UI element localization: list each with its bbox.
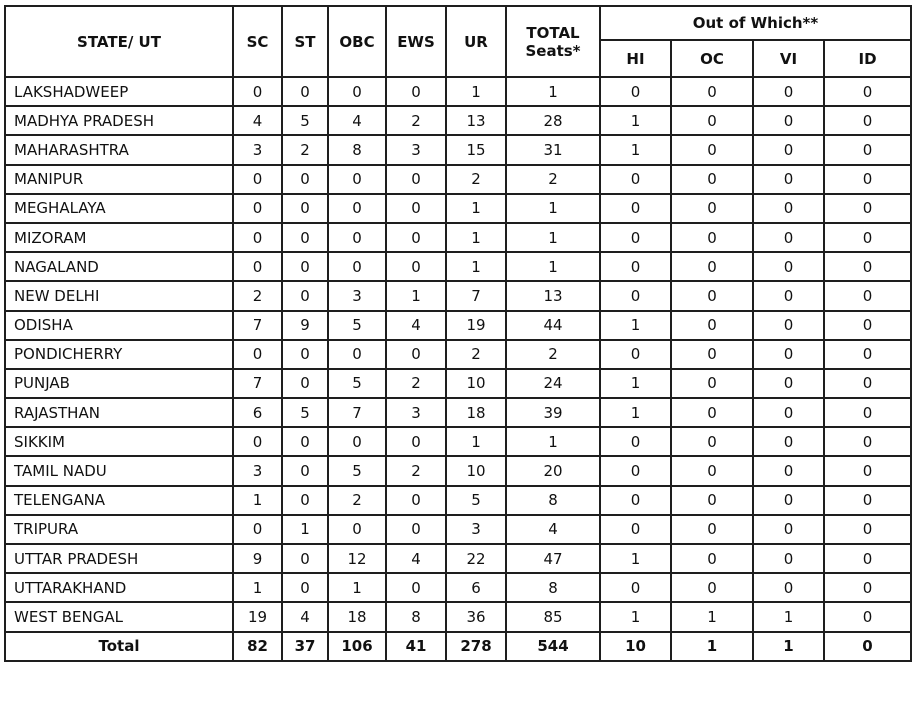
- cell-obc: 5: [328, 311, 386, 340]
- header-id: ID: [824, 40, 911, 77]
- cell-ur: 2: [446, 340, 506, 369]
- cell-oc: 0: [671, 456, 753, 485]
- cell-sc: 0: [233, 515, 282, 544]
- cell-st: 5: [282, 106, 328, 135]
- cell-vi: 0: [753, 135, 824, 164]
- cell-obc: 0: [328, 223, 386, 252]
- total-seats: 544: [506, 632, 600, 661]
- cell-hi: 1: [600, 311, 671, 340]
- table-row: [5, 281, 911, 310]
- table-row: [5, 194, 911, 223]
- total-oc: 1: [671, 632, 753, 661]
- cell-vi: 0: [753, 427, 824, 456]
- cell-obc: 7: [328, 398, 386, 427]
- table-row: [5, 486, 911, 515]
- cell-sc: 1: [233, 486, 282, 515]
- cell-vi: 0: [753, 106, 824, 135]
- cell-ur: 10: [446, 456, 506, 485]
- total-st: 37: [282, 632, 328, 661]
- cell-st: 0: [282, 544, 328, 573]
- cell-vi: 0: [753, 369, 824, 398]
- table-row: [5, 544, 911, 573]
- table-row: [5, 106, 911, 135]
- table-body: [5, 77, 911, 661]
- cell-vi: 0: [753, 223, 824, 252]
- cell-sc: 2: [233, 281, 282, 310]
- table-row: [5, 573, 911, 602]
- cell-ews: 0: [386, 252, 446, 281]
- cell-vi: 0: [753, 340, 824, 369]
- cell-state: ODISHA: [5, 311, 233, 340]
- table-row: [5, 369, 911, 398]
- cell-ur: 7: [446, 281, 506, 310]
- cell-hi: 1: [600, 106, 671, 135]
- cell-hi: 1: [600, 602, 671, 631]
- cell-st: 0: [282, 369, 328, 398]
- cell-id: 0: [824, 194, 911, 223]
- table-row: [5, 340, 911, 369]
- cell-obc: 0: [328, 77, 386, 106]
- cell-oc: 0: [671, 252, 753, 281]
- cell-oc: 0: [671, 311, 753, 340]
- cell-state: UTTAR PRADESH: [5, 544, 233, 573]
- total-obc: 106: [328, 632, 386, 661]
- cell-oc: 1: [671, 602, 753, 631]
- cell-total: 28: [506, 106, 600, 135]
- cell-ews: 0: [386, 486, 446, 515]
- cell-obc: 0: [328, 340, 386, 369]
- cell-ews: 0: [386, 573, 446, 602]
- cell-vi: 0: [753, 486, 824, 515]
- cell-vi: 0: [753, 398, 824, 427]
- cell-obc: 12: [328, 544, 386, 573]
- cell-oc: 0: [671, 573, 753, 602]
- cell-hi: 0: [600, 165, 671, 194]
- cell-oc: 0: [671, 398, 753, 427]
- cell-oc: 0: [671, 340, 753, 369]
- cell-state: MANIPUR: [5, 165, 233, 194]
- cell-sc: 4: [233, 106, 282, 135]
- cell-sc: 0: [233, 252, 282, 281]
- table-row: [5, 602, 911, 631]
- cell-id: 0: [824, 573, 911, 602]
- cell-st: 9: [282, 311, 328, 340]
- cell-total: 20: [506, 456, 600, 485]
- cell-vi: 0: [753, 165, 824, 194]
- cell-id: 0: [824, 165, 911, 194]
- cell-st: 2: [282, 135, 328, 164]
- cell-total: 1: [506, 194, 600, 223]
- header-hi: HI: [600, 40, 671, 77]
- cell-id: 0: [824, 515, 911, 544]
- header-vi: VI: [753, 40, 824, 77]
- cell-id: 0: [824, 311, 911, 340]
- cell-sc: 0: [233, 427, 282, 456]
- cell-st: 1: [282, 515, 328, 544]
- cell-obc: 3: [328, 281, 386, 310]
- cell-state: PONDICHERRY: [5, 340, 233, 369]
- table-row: [5, 456, 911, 485]
- cell-id: 0: [824, 106, 911, 135]
- cell-ur: 10: [446, 369, 506, 398]
- table-row: [5, 135, 911, 164]
- cell-sc: 7: [233, 311, 282, 340]
- cell-st: 0: [282, 427, 328, 456]
- cell-hi: 0: [600, 456, 671, 485]
- cell-total: 1: [506, 252, 600, 281]
- cell-hi: 0: [600, 486, 671, 515]
- cell-state: WEST BENGAL: [5, 602, 233, 631]
- cell-ews: 4: [386, 544, 446, 573]
- cell-ur: 19: [446, 311, 506, 340]
- cell-id: 0: [824, 602, 911, 631]
- cell-hi: 1: [600, 544, 671, 573]
- cell-ur: 1: [446, 252, 506, 281]
- cell-ews: 0: [386, 515, 446, 544]
- cell-sc: 3: [233, 135, 282, 164]
- cell-id: 0: [824, 252, 911, 281]
- cell-oc: 0: [671, 486, 753, 515]
- cell-oc: 0: [671, 369, 753, 398]
- cell-obc: 1: [328, 573, 386, 602]
- cell-ews: 8: [386, 602, 446, 631]
- cell-obc: 0: [328, 165, 386, 194]
- cell-vi: 0: [753, 281, 824, 310]
- header-total-seats: [506, 6, 600, 77]
- cell-sc: 1: [233, 573, 282, 602]
- cell-vi: 0: [753, 456, 824, 485]
- cell-sc: 0: [233, 340, 282, 369]
- cell-st: 0: [282, 340, 328, 369]
- cell-state: MAHARASHTRA: [5, 135, 233, 164]
- cell-hi: 0: [600, 515, 671, 544]
- cell-oc: 0: [671, 281, 753, 310]
- cell-oc: 0: [671, 515, 753, 544]
- cell-hi: 1: [600, 398, 671, 427]
- cell-id: 0: [824, 223, 911, 252]
- cell-ews: 0: [386, 77, 446, 106]
- cell-st: 0: [282, 486, 328, 515]
- cell-oc: 0: [671, 427, 753, 456]
- cell-state: MIZORAM: [5, 223, 233, 252]
- cell-st: 0: [282, 252, 328, 281]
- cell-total: 1: [506, 427, 600, 456]
- cell-st: 0: [282, 573, 328, 602]
- cell-state: NEW DELHI: [5, 281, 233, 310]
- cell-hi: 1: [600, 135, 671, 164]
- cell-ews: 3: [386, 135, 446, 164]
- cell-ews: 2: [386, 456, 446, 485]
- cell-ews: 0: [386, 340, 446, 369]
- cell-total: 4: [506, 515, 600, 544]
- cell-sc: 0: [233, 165, 282, 194]
- cell-state: LAKSHADWEEP: [5, 77, 233, 106]
- cell-total: 1: [506, 77, 600, 106]
- table-row: [5, 165, 911, 194]
- cell-ur: 1: [446, 77, 506, 106]
- cell-hi: 0: [600, 223, 671, 252]
- cell-obc: 0: [328, 515, 386, 544]
- cell-total: 31: [506, 135, 600, 164]
- cell-ur: 3: [446, 515, 506, 544]
- cell-st: 0: [282, 456, 328, 485]
- cell-sc: 6: [233, 398, 282, 427]
- cell-id: 0: [824, 544, 911, 573]
- cell-state: UTTARAKHAND: [5, 573, 233, 602]
- cell-ur: 1: [446, 194, 506, 223]
- cell-id: 0: [824, 340, 911, 369]
- cell-st: 5: [282, 398, 328, 427]
- cell-ews: 0: [386, 194, 446, 223]
- table-row: [5, 515, 911, 544]
- cell-sc: 3: [233, 456, 282, 485]
- cell-ur: 36: [446, 602, 506, 631]
- cell-vi: 0: [753, 573, 824, 602]
- cell-total: 8: [506, 486, 600, 515]
- cell-ews: 0: [386, 165, 446, 194]
- cell-sc: 7: [233, 369, 282, 398]
- cell-ews: 2: [386, 369, 446, 398]
- cell-id: 0: [824, 369, 911, 398]
- cell-ews: 4: [386, 311, 446, 340]
- cell-ews: 1: [386, 281, 446, 310]
- cell-state: NAGALAND: [5, 252, 233, 281]
- cell-ur: 1: [446, 223, 506, 252]
- cell-total: 1: [506, 223, 600, 252]
- cell-st: 0: [282, 165, 328, 194]
- cell-hi: 0: [600, 194, 671, 223]
- cell-ews: 0: [386, 223, 446, 252]
- cell-oc: 0: [671, 194, 753, 223]
- cell-total: 39: [506, 398, 600, 427]
- cell-total: 24: [506, 369, 600, 398]
- header-total-line1: TOTAL: [526, 23, 580, 42]
- cell-oc: 0: [671, 135, 753, 164]
- total-hi: 10: [600, 632, 671, 661]
- header-out-of-which: Out of Which**: [600, 6, 911, 40]
- cell-vi: 0: [753, 77, 824, 106]
- cell-total: 13: [506, 281, 600, 310]
- cell-ur: 6: [446, 573, 506, 602]
- total-ur: 278: [446, 632, 506, 661]
- cell-total: 44: [506, 311, 600, 340]
- cell-ur: 22: [446, 544, 506, 573]
- cell-total: 85: [506, 602, 600, 631]
- header-state: STATE/ UT: [5, 6, 233, 77]
- cell-state: TELENGANA: [5, 486, 233, 515]
- cell-obc: 2: [328, 486, 386, 515]
- cell-ur: 5: [446, 486, 506, 515]
- header-ews: EWS: [386, 6, 446, 77]
- cell-id: 0: [824, 281, 911, 310]
- cell-oc: 0: [671, 106, 753, 135]
- cell-st: 0: [282, 77, 328, 106]
- table-row: [5, 77, 911, 106]
- cell-sc: 19: [233, 602, 282, 631]
- cell-id: 0: [824, 77, 911, 106]
- cell-ur: 13: [446, 106, 506, 135]
- seat-matrix-container: [4, 5, 911, 704]
- cell-state: PUNJAB: [5, 369, 233, 398]
- cell-hi: 0: [600, 573, 671, 602]
- cell-state: SIKKIM: [5, 427, 233, 456]
- table-row: [5, 398, 911, 427]
- cell-ews: 3: [386, 398, 446, 427]
- cell-ur: 15: [446, 135, 506, 164]
- cell-hi: 0: [600, 281, 671, 310]
- cell-ews: 2: [386, 106, 446, 135]
- cell-vi: 0: [753, 311, 824, 340]
- header-sc: SC: [233, 6, 282, 77]
- cell-hi: 0: [600, 340, 671, 369]
- cell-state: TAMIL NADU: [5, 456, 233, 485]
- cell-state: TRIPURA: [5, 515, 233, 544]
- header-ur: UR: [446, 6, 506, 77]
- table-row: [5, 252, 911, 281]
- cell-ur: 18: [446, 398, 506, 427]
- cell-oc: 0: [671, 77, 753, 106]
- cell-obc: 5: [328, 369, 386, 398]
- cell-state: MEGHALAYA: [5, 194, 233, 223]
- total-label: Total: [5, 632, 233, 661]
- cell-vi: 0: [753, 515, 824, 544]
- cell-total: 47: [506, 544, 600, 573]
- cell-sc: 0: [233, 77, 282, 106]
- cell-hi: 0: [600, 427, 671, 456]
- total-ews: 41: [386, 632, 446, 661]
- cell-id: 0: [824, 486, 911, 515]
- cell-oc: 0: [671, 223, 753, 252]
- cell-id: 0: [824, 135, 911, 164]
- cell-vi: 0: [753, 252, 824, 281]
- header-oc: OC: [671, 40, 753, 77]
- cell-st: 0: [282, 281, 328, 310]
- cell-vi: 0: [753, 544, 824, 573]
- cell-obc: 8: [328, 135, 386, 164]
- cell-vi: 1: [753, 602, 824, 631]
- cell-obc: 0: [328, 427, 386, 456]
- cell-sc: 0: [233, 194, 282, 223]
- cell-total: 2: [506, 340, 600, 369]
- seat-matrix-table: [4, 5, 912, 662]
- cell-obc: 5: [328, 456, 386, 485]
- cell-id: 0: [824, 427, 911, 456]
- cell-obc: 18: [328, 602, 386, 631]
- cell-ur: 2: [446, 165, 506, 194]
- cell-st: 4: [282, 602, 328, 631]
- header-obc: OBC: [328, 6, 386, 77]
- cell-state: MADHYA PRADESH: [5, 106, 233, 135]
- cell-state: RAJASTHAN: [5, 398, 233, 427]
- cell-total: 2: [506, 165, 600, 194]
- cell-ews: 0: [386, 427, 446, 456]
- total-vi: 1: [753, 632, 824, 661]
- cell-obc: 0: [328, 194, 386, 223]
- cell-obc: 4: [328, 106, 386, 135]
- cell-hi: 1: [600, 369, 671, 398]
- header-st: ST: [282, 6, 328, 77]
- table-row: [5, 311, 911, 340]
- cell-id: 0: [824, 456, 911, 485]
- cell-st: 0: [282, 223, 328, 252]
- cell-vi: 0: [753, 194, 824, 223]
- cell-ur: 1: [446, 427, 506, 456]
- cell-id: 0: [824, 398, 911, 427]
- total-row: [5, 632, 911, 661]
- cell-st: 0: [282, 194, 328, 223]
- cell-sc: 9: [233, 544, 282, 573]
- table-header: [5, 6, 911, 77]
- cell-hi: 0: [600, 252, 671, 281]
- cell-hi: 0: [600, 77, 671, 106]
- cell-obc: 0: [328, 252, 386, 281]
- cell-total: 8: [506, 573, 600, 602]
- table-row: [5, 223, 911, 252]
- cell-sc: 0: [233, 223, 282, 252]
- total-id: 0: [824, 632, 911, 661]
- cell-oc: 0: [671, 165, 753, 194]
- table-row: [5, 427, 911, 456]
- cell-oc: 0: [671, 544, 753, 573]
- total-sc: 82: [233, 632, 282, 661]
- header-total-line2: Seats*: [525, 41, 581, 60]
